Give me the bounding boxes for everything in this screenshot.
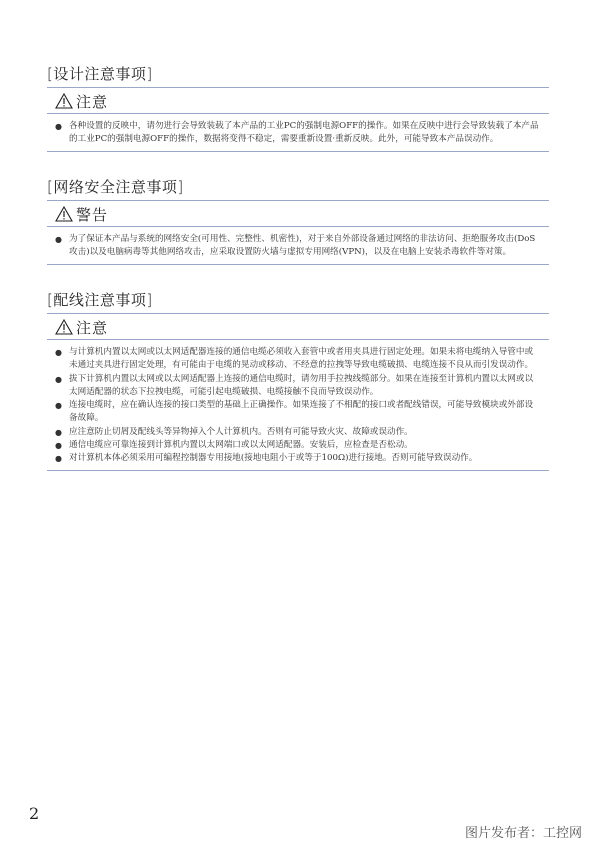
bullet-icon: ● xyxy=(55,374,62,384)
bullet-icon: ● xyxy=(55,427,62,437)
bullet-icon: ● xyxy=(55,401,62,411)
list-item xyxy=(47,399,549,426)
section-title: [设计注意事项] xyxy=(47,64,549,88)
warning-triangle-icon xyxy=(55,206,73,222)
list-item xyxy=(47,120,549,147)
caution-list xyxy=(47,340,549,471)
item-text: 通信电缆应可靠连接到计算机内置以太网端口或以太网适配器。安装后，应检查是否松动。 xyxy=(69,440,413,451)
bullet-icon: ● xyxy=(55,122,62,131)
item-text: 与计算机内置以太网或以太网适配器连接的通信电缆必须收入套管中或者用夹具进行固定处理。如果未将电缆纳入导管中或未通过夹具进行固定处理，有可能由于电缆的晃动或移动、不经意的拉拽等导致电缆破损、电缆连接不良从而引发误动作。 xyxy=(69,347,534,371)
item-text: 拔下计算机内置以太网或以太网适配器上连接的通信电缆时，请勿用手拉拽线缆部分。如果在连接至计算机内置以太网或以太网适配器的状态下拉拽电缆，可能引起电缆破损、电缆接触不良而导致误动作。 xyxy=(69,373,534,397)
warning-triangle-icon xyxy=(55,319,73,335)
bullet-icon: ● xyxy=(55,454,62,464)
warning-label: 警告 xyxy=(76,205,109,224)
list-item xyxy=(47,426,549,439)
caution-label: 注意 xyxy=(76,92,109,111)
bullet-icon: ● xyxy=(55,441,62,451)
image-credit: 图片发布者：工控网 xyxy=(464,826,582,841)
section-wiring xyxy=(47,290,549,471)
caution-header xyxy=(47,315,549,340)
list-item xyxy=(47,233,549,260)
item-text: 各种设置的反映中，请勿进行会导致装载了本产品的工业PC的强制电源OFF的操作。如果在反映中进行会导致装载了本产品的工业PC的强制电源OFF的操作，数据将变得不稳定，需要重新设置·重新反映。此外，可能导致本产品误动作。 xyxy=(69,121,539,145)
item-text: 连接电缆时，应在确认连接的接口类型的基础上正确操作。如果连接了不相配的接口或者配线错误，可能导致模块或外部设备故障。 xyxy=(69,400,534,424)
bullet-icon: ● xyxy=(55,235,62,244)
caution-header xyxy=(47,89,549,114)
list-item xyxy=(47,373,549,400)
warning-header xyxy=(47,202,549,227)
section-title: [网络安全注意事项] xyxy=(47,177,549,201)
section-design xyxy=(47,64,549,152)
warning-triangle-icon xyxy=(55,93,73,109)
list-item xyxy=(47,346,549,373)
item-text: 应注意防止切屑及配线头等异物掉入个人计算机内。否则有可能导致火灾、故障或误动作。 xyxy=(69,426,413,437)
section-network-security xyxy=(47,177,549,265)
item-text: 为了保证本产品与系统的网络安全(可用性、完整性、机密性)，对于来自外部设备通过网络的非法访问、拒绝服务攻击(DoS攻击)以及电脑病毒等其他网络攻击，应采取设置防火墙与虚拟专用网络(VPN)，以及在电脑上安装杀毒软件等对策。 xyxy=(69,234,536,258)
warning-list xyxy=(47,227,549,265)
list-item xyxy=(47,452,549,465)
page-number: 2 xyxy=(29,804,40,823)
caution-list xyxy=(47,114,549,152)
bullet-icon: ● xyxy=(55,348,62,357)
caution-label: 注意 xyxy=(76,318,109,337)
item-text: 对计算机本体必须采用可编程控制器专用接地(接地电阻小于或等于100Ω)进行接地。否则可能导致误动作。 xyxy=(69,453,478,464)
list-item xyxy=(47,439,549,452)
section-title: [配线注意事项] xyxy=(47,290,549,314)
